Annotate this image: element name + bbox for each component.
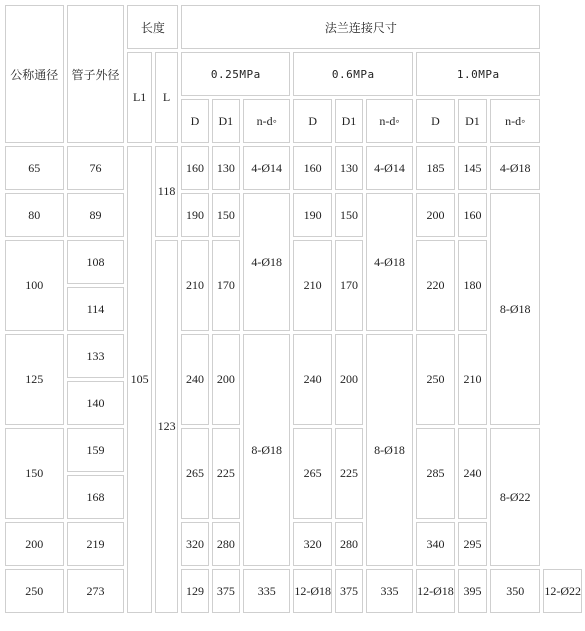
cell-D1: 150: [335, 193, 363, 237]
cell-D: 395: [458, 569, 487, 613]
cell-D: 190: [181, 193, 208, 237]
header-length: 长度: [127, 5, 178, 49]
cell-D: 375: [335, 569, 363, 613]
cell-D1: 170: [335, 240, 363, 331]
cell-D: 210: [181, 240, 208, 331]
cell-bolt-holes: 12-Ø18: [416, 569, 455, 613]
cell-D: 250: [416, 334, 455, 425]
cell-bolt-holes: 4-Ø14: [243, 146, 290, 190]
cell-dn: 100: [5, 240, 64, 331]
cell-D: 285: [416, 428, 455, 519]
cell-D: 340: [416, 522, 455, 566]
header-D: D: [416, 99, 455, 143]
cell-D1: 200: [212, 334, 241, 425]
cell-L1: 105: [127, 146, 151, 613]
header-D: D: [293, 99, 332, 143]
cell-D1: 210: [458, 334, 487, 425]
cell-D1: 240: [458, 428, 487, 519]
cell-D1: 295: [458, 522, 487, 566]
cell-D1: 225: [212, 428, 241, 519]
cell-od: 140: [67, 381, 125, 425]
header-D1: D1: [212, 99, 241, 143]
cell-od: 273: [67, 569, 125, 613]
cell-bolt-holes: 4-Ø18: [366, 193, 413, 331]
cell-D: 265: [181, 428, 208, 519]
cell-dn: 250: [5, 569, 64, 613]
cell-od: 108: [67, 240, 125, 284]
cell-bolt-holes: 4-Ø18: [243, 193, 290, 331]
cell-bolt-holes: 8-Ø18: [243, 334, 290, 566]
cell-D1: 335: [366, 569, 413, 613]
cell-od: 168: [67, 475, 125, 519]
cell-od: 159: [67, 428, 125, 472]
cell-D1: 130: [335, 146, 363, 190]
cell-bolt-holes: 4-Ø18: [490, 146, 540, 190]
cell-od: 219: [67, 522, 125, 566]
cell-bolt-holes: 4-Ø14: [366, 146, 413, 190]
cell-dn: 80: [5, 193, 64, 237]
cell-D: 240: [181, 334, 208, 425]
header-nd: n-d◦: [366, 99, 413, 143]
cell-L: 129: [181, 569, 208, 613]
cell-od: 76: [67, 146, 125, 190]
header-D1: D1: [458, 99, 487, 143]
header-flange-dimensions: 法兰连接尺寸: [181, 5, 540, 49]
header-L1: L1: [127, 52, 151, 143]
cell-D1: 280: [335, 522, 363, 566]
cell-D1: 200: [335, 334, 363, 425]
cell-D: 375: [212, 569, 241, 613]
cell-dn: 150: [5, 428, 64, 519]
cell-bolt-holes: 12-Ø18: [293, 569, 332, 613]
cell-D1: 160: [458, 193, 487, 237]
cell-D: 190: [293, 193, 332, 237]
cell-D: 160: [181, 146, 208, 190]
flange-dimensions-table: [2, 2, 585, 616]
cell-dn: 125: [5, 334, 64, 425]
cell-D: 320: [181, 522, 208, 566]
header-nd: n-d◦: [490, 99, 540, 143]
cell-bolt-holes: 12-Ø22: [543, 569, 582, 613]
cell-D: 185: [416, 146, 455, 190]
header-pipe-outer-diameter: 管子外径: [67, 5, 125, 143]
cell-D: 240: [293, 334, 332, 425]
header-D: D: [181, 99, 208, 143]
cell-L: 123: [155, 240, 179, 613]
cell-bolt-holes: 8-Ø18: [366, 334, 413, 566]
cell-D1: 170: [212, 240, 241, 331]
header-pressure-0-6: 0.6MPa: [293, 52, 413, 96]
cell-dn: 65: [5, 146, 64, 190]
cell-D: 200: [416, 193, 455, 237]
cell-D: 210: [293, 240, 332, 331]
cell-D: 320: [293, 522, 332, 566]
cell-D1: 180: [458, 240, 487, 331]
cell-od: 133: [67, 334, 125, 378]
header-nominal-diameter: 公称通径: [5, 5, 64, 143]
header-pressure-0-25: 0.25MPa: [181, 52, 290, 96]
cell-D1: 150: [212, 193, 241, 237]
cell-D: 220: [416, 240, 455, 331]
cell-bolt-holes: 8-Ø22: [490, 428, 540, 566]
cell-D1: 225: [335, 428, 363, 519]
header-pressure-1-0: 1.0MPa: [416, 52, 540, 96]
cell-D1: 335: [243, 569, 290, 613]
cell-bolt-holes: 8-Ø18: [490, 193, 540, 425]
cell-od: 89: [67, 193, 125, 237]
header-L: L: [155, 52, 179, 143]
cell-D1: 280: [212, 522, 241, 566]
header-D1: D1: [335, 99, 363, 143]
cell-od: 114: [67, 287, 125, 331]
cell-D1: 130: [212, 146, 241, 190]
cell-D: 160: [293, 146, 332, 190]
cell-L: 118: [155, 146, 179, 237]
cell-dn: 200: [5, 522, 64, 566]
cell-D: 265: [293, 428, 332, 519]
header-nd: n-d◦: [243, 99, 290, 143]
cell-D1: 145: [458, 146, 487, 190]
cell-D1: 350: [490, 569, 540, 613]
